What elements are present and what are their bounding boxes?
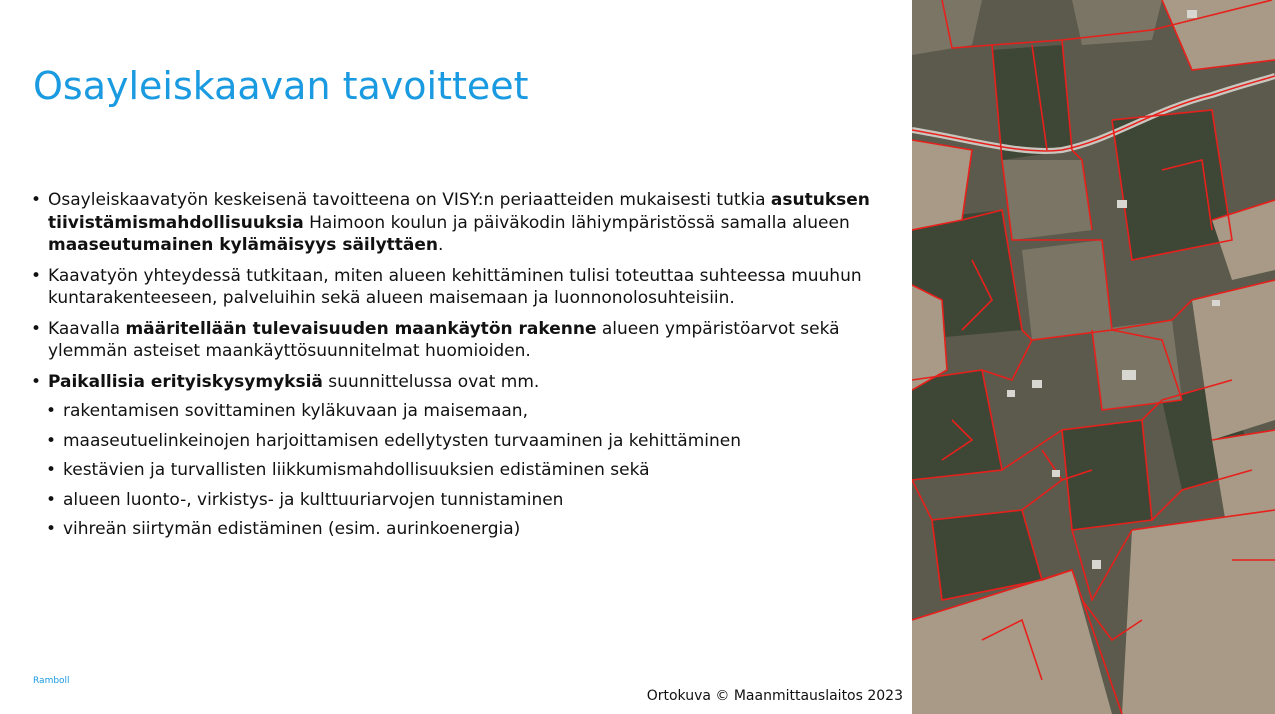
- content-body: [30, 189, 900, 541]
- paragraph-1-text-3: .: [438, 235, 444, 255]
- sub-bullet-5: • vihreän siirtymän edistäminen (esim. aurinkoenergia): [30, 518, 900, 541]
- bullet-paragraph-1: [30, 189, 900, 257]
- bullet-paragraph-3: [30, 318, 900, 363]
- sub-bullet-1: • rakentamisen sovittaminen kyläkuvaan ja maisemaan,: [30, 400, 900, 423]
- paragraph-1-text-2: Haimoon koulun ja päiväkodin lähiympäristössä samalla alueen: [303, 212, 850, 233]
- paragraph-3-text-2: alueen ympäristöarvot sekä ylemmän asteiset maankäyttösuunnitelmat huomioiden.: [48, 318, 840, 361]
- paragraph-4-bold: Paikallisia erityiskysymyksiä: [48, 371, 323, 392]
- aerial-map-svg: [912, 0, 1275, 714]
- sub-bullet-2: • maaseutuelinkeinojen harjoittamisen edellytysten turvaaminen ja kehittäminen: [30, 430, 900, 453]
- aerial-map-image: [912, 0, 1275, 714]
- paragraph-3-bold: määritellään tulevaisuuden maankäytön rakenne: [125, 318, 597, 339]
- sub-bullet-3: • kestävien ja turvallisten liikkumismahdollisuuksien edistäminen sekä: [30, 459, 900, 482]
- slide-title: Osayleiskaavan tavoitteet: [33, 64, 529, 108]
- bullet-paragraph-4: [30, 371, 900, 394]
- paragraph-2-text: Kaavatyön yhteydessä tutkitaan, miten alueen kehittäminen tulisi toteuttaa suhteessa muuhun kuntarakenteeseen, palveluihin sekä alueen maisemaan ja luonnonolosuhteisiin.: [48, 265, 862, 308]
- paragraph-1-bold-2: maaseutumainen kylämäisyys säilyttäen: [48, 235, 439, 255]
- image-credit: Ortokuva © Maanmittauslaitos 2023: [646, 688, 903, 704]
- paragraph-4-text: suunnittelussa ovat mm.: [322, 371, 540, 392]
- bullet-paragraph-2: [30, 265, 900, 310]
- paragraph-1-bold-1: asutuksen tiivistämismahdollisuuksia: [48, 190, 870, 233]
- sub-bullet-4: • alueen luonto-, virkistys- ja kulttuuriarvojen tunnistaminen: [30, 489, 900, 512]
- paragraph-1-text: Osayleiskaavatyön keskeisenä tavoitteena on VISY:n periaatteiden mukaisesti tutkia: [48, 190, 771, 210]
- ramboll-logo: Ramboll: [33, 676, 70, 686]
- paragraph-3-text: Kaavalla: [48, 318, 126, 339]
